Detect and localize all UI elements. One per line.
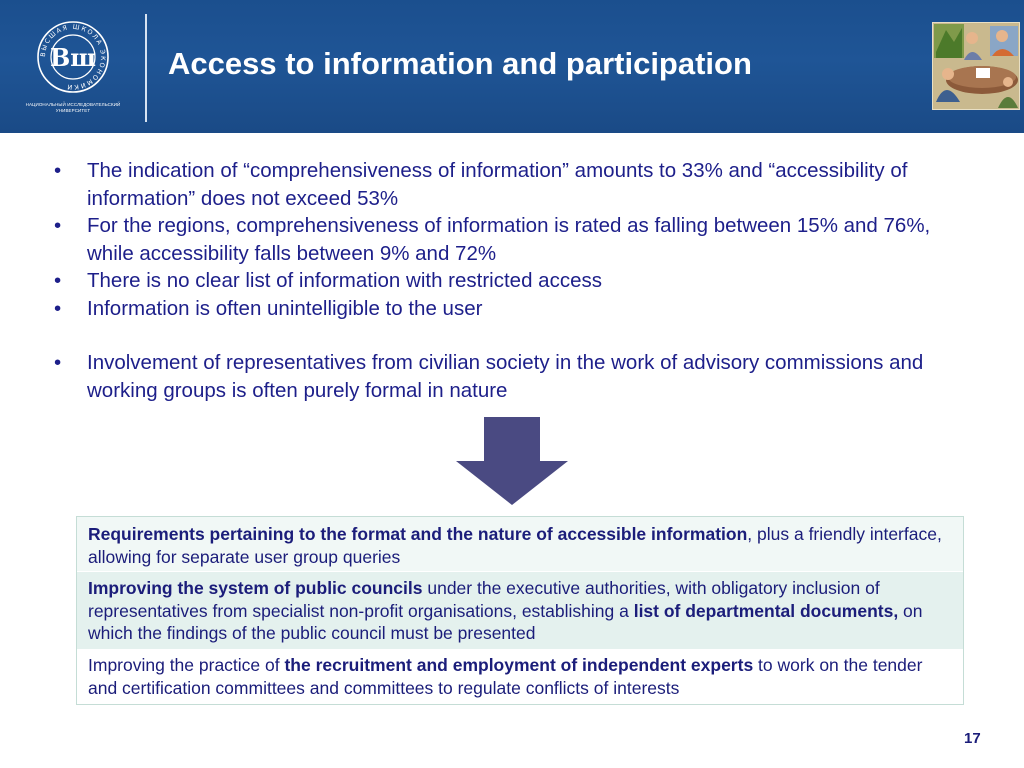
bullet-item	[50, 267, 980, 295]
bullet-dot: •	[54, 269, 62, 292]
req-text-bold: Improving the system of public councils	[88, 578, 423, 598]
bullet-item	[50, 157, 980, 212]
requirement-row	[77, 517, 963, 572]
req-text: to work on the tender and certification committees and committees to regulate conflicts of interests	[88, 655, 923, 698]
hse-logo-icon	[36, 20, 110, 94]
req-text-bold: list of departmental documents,	[633, 600, 899, 621]
office-meeting-clipart-icon	[932, 22, 1020, 110]
logo-caption-line2: УНИВЕРСИТЕТ	[55, 108, 91, 113]
bullet-text: Information is often unintelligible to the user	[87, 296, 483, 320]
bullet-item	[50, 212, 980, 267]
bullet-item	[50, 295, 980, 323]
bullet-dot: •	[54, 214, 62, 237]
req-text-bold: the recruitment and employment of independent experts	[284, 655, 754, 675]
slide-title: Access to information and participation	[168, 46, 752, 81]
bullet-text: For the regions, comprehensiveness of information is rated as falling between 15% and 76%, while accessibility falls between 9% and 72%	[87, 214, 931, 265]
bullet-dot: •	[54, 351, 62, 374]
requirement-row	[77, 650, 963, 704]
req-text: Improving the practice of	[88, 655, 285, 675]
down-arrow-icon	[456, 417, 568, 505]
requirement-row	[77, 572, 963, 650]
req-text: on which the findings of the public council must be presented	[88, 600, 923, 643]
requirements-table	[76, 516, 964, 705]
bullet-text: The indication of “comprehensiveness of information” amounts to 33% and “accessibility of information” does not exceed 53%	[87, 159, 908, 210]
logo-letter: Вш	[49, 43, 97, 72]
page-number: 17	[964, 730, 981, 747]
logo-caption	[18, 102, 128, 114]
req-text: , plus a friendly interface, allowing for separate user group queries	[88, 524, 942, 567]
bullet-text: There is no clear list of information with restricted access	[87, 269, 602, 292]
header-divider	[145, 14, 147, 122]
req-text-bold: Requirements pertaining to the format and the nature of accessible information	[88, 524, 748, 544]
logo-ring-text: ВЫСШАЯ ШКОЛА ЭКОНОМИКИ	[38, 22, 108, 92]
logo-caption-line1: НАЦИОНАЛЬНЫЙ ИССЛЕДОВАТЕЛЬСКИЙ	[25, 102, 121, 107]
university-logo	[18, 20, 128, 120]
req-text: under the executive authorities, with obligatory inclusion of representatives from specialist non-profit organisations, establishing a	[88, 578, 880, 621]
bullet-list	[50, 157, 980, 404]
bullet-text: Involvement of representatives from civilian society in the work of advisory commissions and working groups is often purely formal in nature	[87, 351, 924, 402]
bullet-dot: •	[54, 296, 62, 320]
bullet-item	[50, 349, 980, 404]
bullet-dot: •	[54, 159, 62, 182]
slide-header	[0, 0, 1024, 133]
